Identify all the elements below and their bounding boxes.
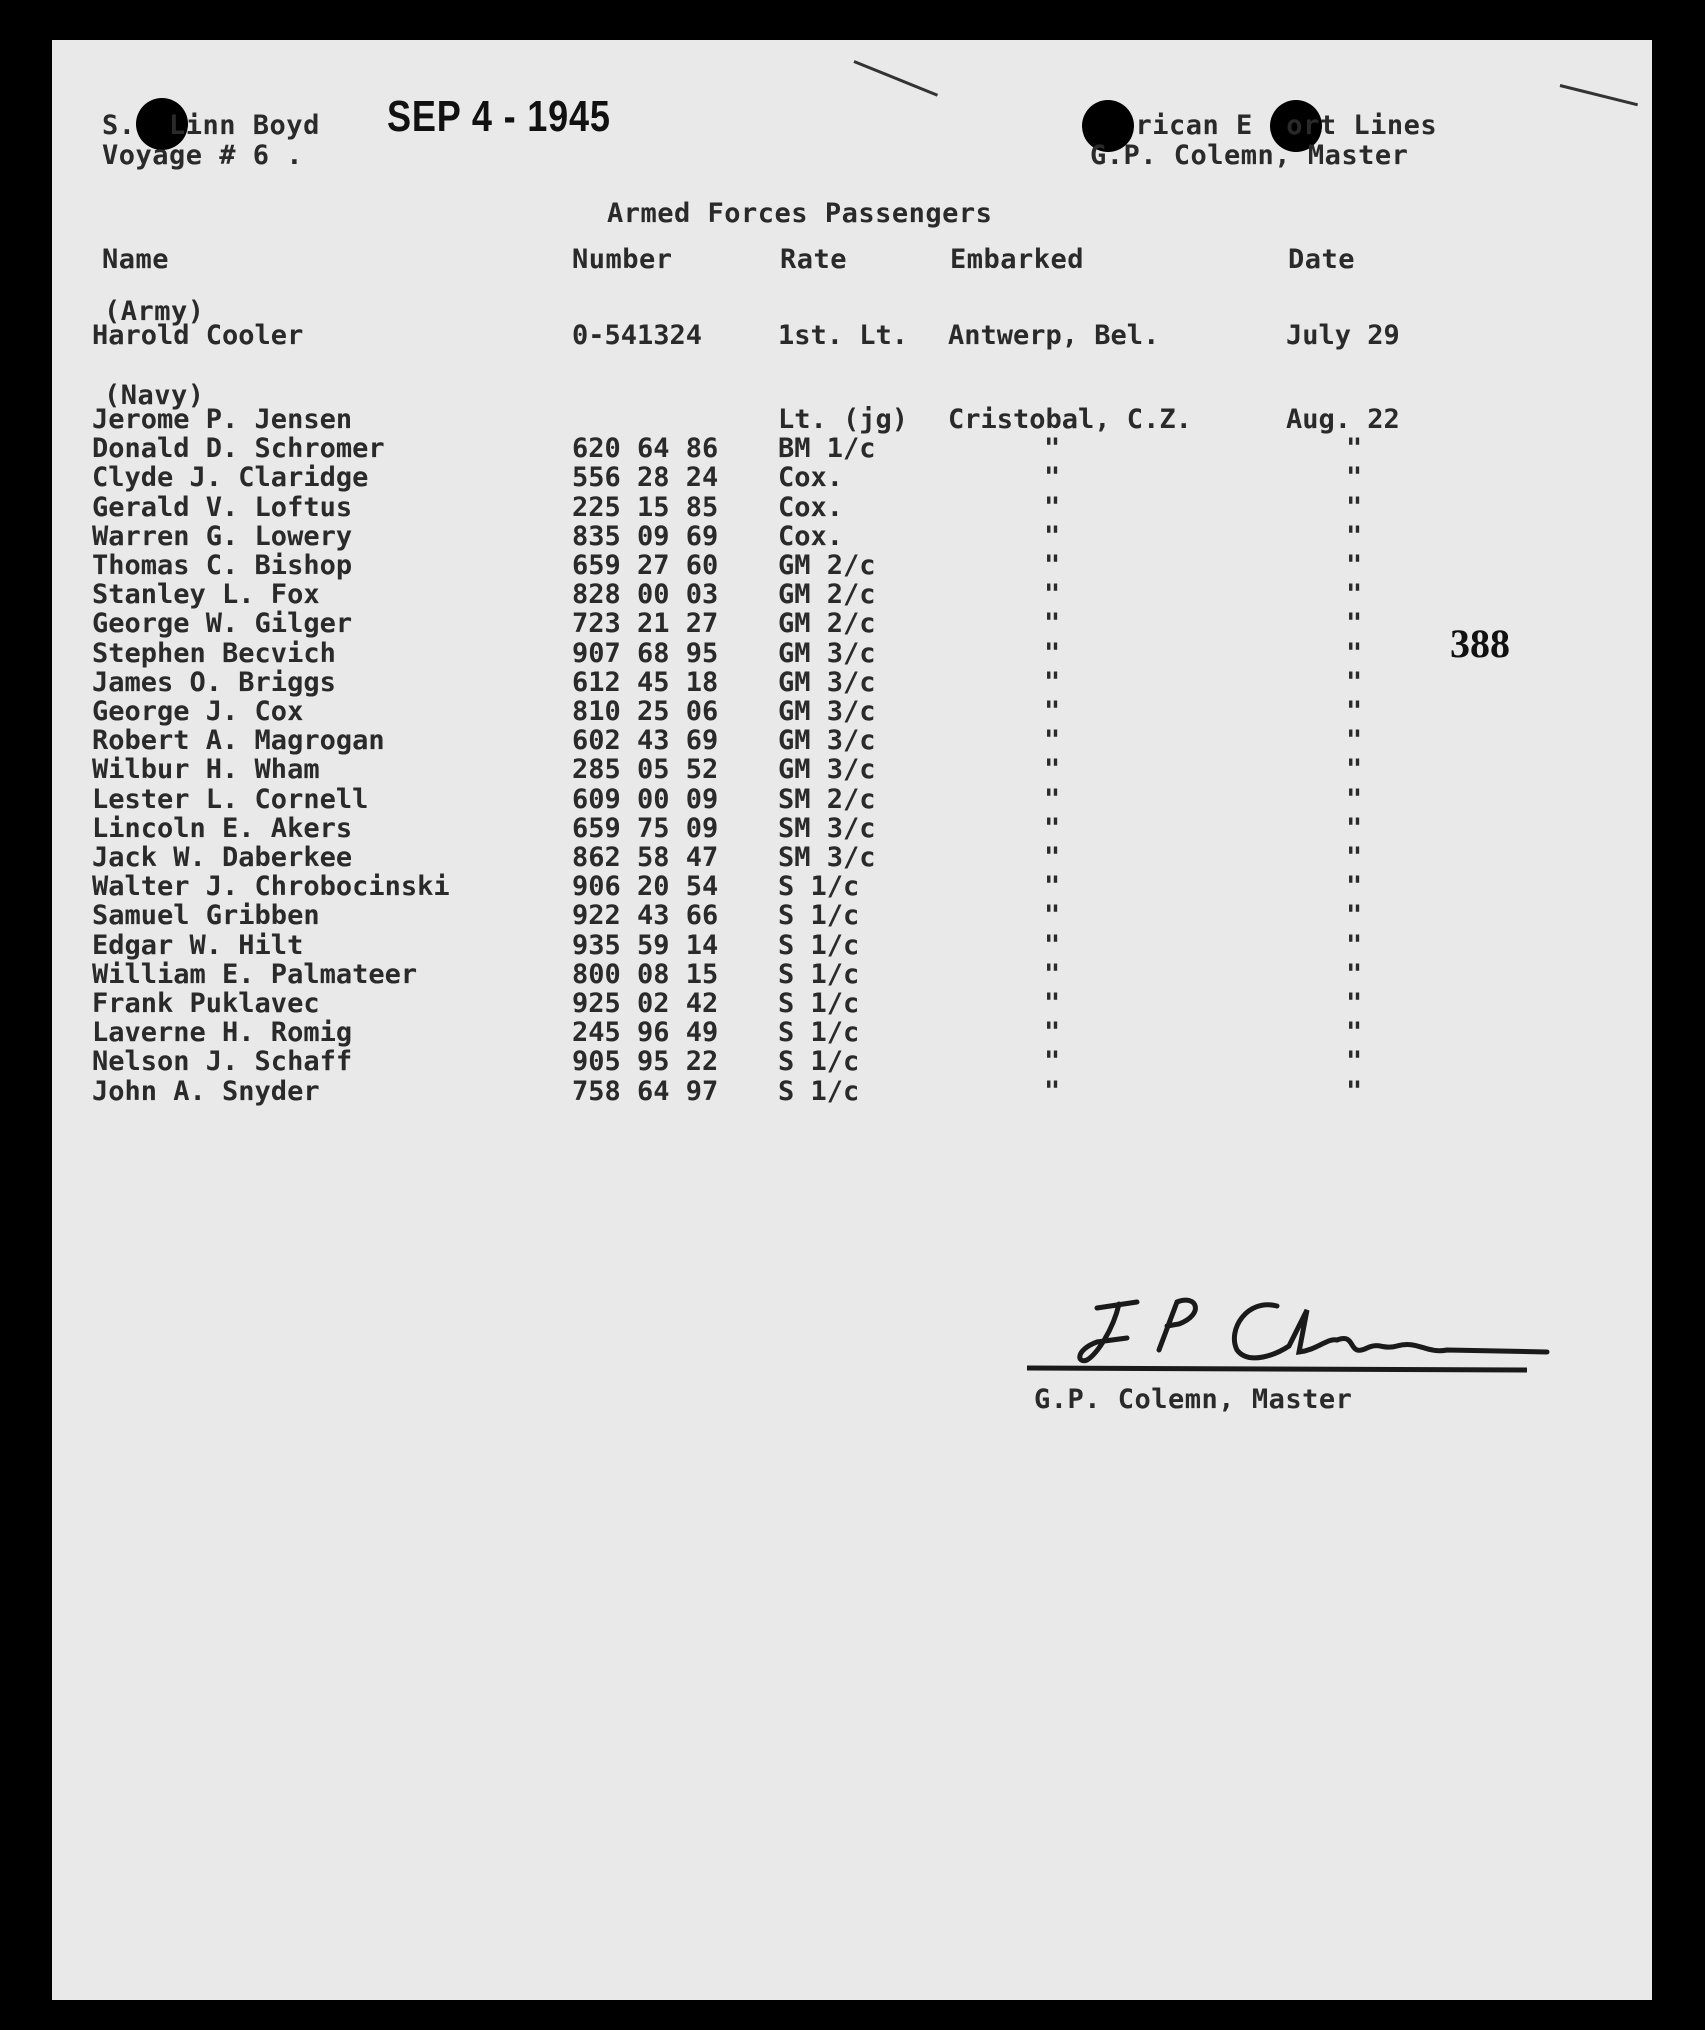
passenger-name: Harold Cooler xyxy=(92,320,304,351)
passenger-rate: 1st. Lt. xyxy=(778,320,909,351)
embarked-date: " xyxy=(1346,783,1363,815)
embarked-date: " xyxy=(1346,754,1363,786)
passenger-name: Walter J. Chrobocinski xyxy=(92,871,450,903)
table-row xyxy=(52,813,1652,842)
embarked-date: " xyxy=(1346,579,1363,611)
service-number: 245 96 49 xyxy=(572,1017,719,1049)
table-row xyxy=(52,1076,1652,1105)
table-row xyxy=(52,667,1652,696)
service-number: 659 75 09 xyxy=(572,812,719,844)
service-number: 828 00 03 xyxy=(572,579,719,611)
embarked-date: " xyxy=(1346,929,1363,961)
document-title: Armed Forces Passengers xyxy=(607,198,993,229)
table-row xyxy=(52,842,1652,871)
passenger-rate: GM 3/c xyxy=(778,754,876,786)
embarked-date: " xyxy=(1346,812,1363,844)
table-row xyxy=(52,320,1652,349)
embarked-date: " xyxy=(1346,550,1363,581)
passenger-rate: GM 3/c xyxy=(778,696,876,727)
embarked-port: " xyxy=(1044,929,1061,961)
embarked-port: " xyxy=(1044,491,1061,523)
column-header-name: Name xyxy=(102,244,170,275)
service-number: 810 25 06 xyxy=(572,696,719,727)
passenger-name: Stephen Becvich xyxy=(92,637,336,669)
passenger-name: Nelson J. Schaff xyxy=(92,1046,353,1078)
embarked-port: " xyxy=(1044,520,1061,552)
service-number: 835 09 69 xyxy=(572,520,719,552)
passenger-name: Gerald V. Loftus xyxy=(92,491,353,523)
passenger-rate: Cox. xyxy=(778,520,844,552)
embarked-port: " xyxy=(1044,1046,1061,1078)
embarked-port: " xyxy=(1044,433,1061,465)
passenger-rate: S 1/c xyxy=(778,1017,860,1049)
embarked-date: " xyxy=(1346,988,1363,1019)
column-header-number: Number xyxy=(572,244,673,275)
service-number: 225 15 85 xyxy=(572,491,719,523)
embarked-port: " xyxy=(1044,696,1061,727)
service-number: 612 45 18 xyxy=(572,666,719,698)
service-number: 723 21 27 xyxy=(572,608,719,640)
passenger-rate: S 1/c xyxy=(778,1046,860,1078)
embarked-port: Antwerp, Bel. xyxy=(948,320,1160,351)
column-header-embarked: Embarked xyxy=(950,244,1085,275)
service-number: 905 95 22 xyxy=(572,1046,719,1078)
passenger-name: Warren G. Lowery xyxy=(92,520,353,552)
embarked-date: " xyxy=(1346,1046,1363,1078)
passenger-rate: S 1/c xyxy=(778,900,860,932)
ship-name: S. Linn Boyd xyxy=(102,110,320,141)
passenger-rate: GM 3/c xyxy=(778,725,876,757)
passenger-rate: GM 2/c xyxy=(778,579,876,611)
embarked-port: " xyxy=(1044,812,1061,844)
embarked-date: " xyxy=(1346,462,1363,494)
passenger-rate: S 1/c xyxy=(778,988,860,1019)
voyage-number: Voyage # 6 . xyxy=(102,140,304,171)
passenger-name: Stanley L. Fox xyxy=(92,579,320,611)
passenger-rate: S 1/c xyxy=(778,929,860,961)
embarked-date: " xyxy=(1346,491,1363,523)
table-row xyxy=(52,462,1652,494)
passenger-name: William E. Palmateer xyxy=(92,958,418,990)
embarked-date: " xyxy=(1346,637,1363,669)
embarked-port: " xyxy=(1044,462,1061,494)
service-number: 0-541324 xyxy=(572,320,703,351)
passenger-name: George W. Gilger xyxy=(92,608,353,640)
embarked-port: " xyxy=(1044,783,1061,815)
section-label-army: (Army) xyxy=(104,296,205,327)
passenger-name: Lester L. Cornell xyxy=(92,783,369,815)
embarked-date: " xyxy=(1346,900,1363,932)
table-row xyxy=(52,900,1652,932)
embarked-date: " xyxy=(1346,666,1363,698)
page-number: 388 xyxy=(1450,621,1510,666)
embarked-port: " xyxy=(1044,637,1061,669)
passenger-name: Edgar W. Hilt xyxy=(92,929,304,961)
ship-master: G.P. Colemn, Master xyxy=(1090,140,1409,171)
table-row xyxy=(52,1017,1652,1049)
embarked-date: July 29 xyxy=(1286,320,1400,351)
embarked-date: Aug. 22 xyxy=(1286,404,1400,435)
column-header-date: Date xyxy=(1288,244,1356,275)
passenger-name: Clyde J. Claridge xyxy=(92,462,369,494)
passenger-name: Laverne H. Romig xyxy=(92,1017,353,1049)
table-row xyxy=(52,638,1652,667)
passenger-rate: Lt. (jg) xyxy=(778,404,909,435)
embarked-date: " xyxy=(1346,842,1363,873)
service-number: 862 58 47 xyxy=(572,842,719,873)
passenger-rate: S 1/c xyxy=(778,1075,860,1107)
passenger-rate: S 1/c xyxy=(778,958,860,990)
embarked-date: " xyxy=(1346,433,1363,465)
embarked-date: " xyxy=(1346,725,1363,757)
embarked-port: " xyxy=(1044,988,1061,1019)
embarked-date: " xyxy=(1346,1017,1363,1049)
embarked-date: " xyxy=(1346,696,1363,727)
embarked-port: " xyxy=(1044,666,1061,698)
passenger-rate: Cox. xyxy=(778,491,844,523)
passenger-rate: BM 1/c xyxy=(778,433,876,465)
table-row xyxy=(52,433,1652,465)
shipping-company: rican E ort Lines xyxy=(1102,110,1438,141)
service-number: 285 05 52 xyxy=(572,754,719,786)
passenger-rate: SM 2/c xyxy=(778,783,876,815)
embarked-port: " xyxy=(1044,1017,1061,1049)
table-row xyxy=(52,608,1652,640)
table-row xyxy=(52,725,1652,757)
service-number: 906 20 54 xyxy=(572,871,719,903)
passenger-rate: SM 3/c xyxy=(778,812,876,844)
table-row xyxy=(52,492,1652,521)
service-number: 609 00 09 xyxy=(572,783,719,815)
table-row xyxy=(52,696,1652,725)
embarked-port: " xyxy=(1044,725,1061,757)
table-row xyxy=(52,754,1652,786)
table-row xyxy=(52,784,1652,813)
service-number: 758 64 97 xyxy=(572,1075,719,1107)
table-row xyxy=(52,579,1652,611)
embarked-date: " xyxy=(1346,520,1363,552)
passenger-name: Frank Puklavec xyxy=(92,988,320,1019)
embarked-port: " xyxy=(1044,842,1061,873)
passenger-name: Jack W. Daberkee xyxy=(92,842,353,873)
service-number: 556 28 24 xyxy=(572,462,719,494)
embarked-port: " xyxy=(1044,958,1061,990)
embarked-port: " xyxy=(1044,754,1061,786)
document-page xyxy=(52,40,1652,2000)
table-row xyxy=(52,550,1652,579)
passenger-name: James O. Briggs xyxy=(92,666,336,698)
passenger-name: John A. Snyder xyxy=(92,1075,320,1107)
service-number: 935 59 14 xyxy=(572,929,719,961)
table-row xyxy=(52,988,1652,1017)
passenger-name: Jerome P. Jensen xyxy=(92,404,353,435)
passenger-name: Samuel Gribben xyxy=(92,900,320,932)
passenger-name: Robert A. Magrogan xyxy=(92,725,385,757)
passenger-rate: SM 3/c xyxy=(778,842,876,873)
service-number: 800 08 15 xyxy=(572,958,719,990)
embarked-date: " xyxy=(1346,958,1363,990)
table-row xyxy=(52,871,1652,903)
embarked-port: " xyxy=(1044,550,1061,581)
received-date-stamp: SEP 4 - 1945 xyxy=(387,92,611,141)
passenger-rate: S 1/c xyxy=(778,871,860,903)
table-row xyxy=(52,404,1652,433)
table-row xyxy=(52,521,1652,550)
column-header-rate: Rate xyxy=(780,244,848,275)
section-label-navy: (Navy) xyxy=(104,380,205,411)
embarked-port: " xyxy=(1044,900,1061,932)
passenger-name: Lincoln E. Akers xyxy=(92,812,353,844)
embarked-port: " xyxy=(1044,871,1061,903)
handwritten-signature xyxy=(1027,1280,1587,1390)
printed-signature-name: G.P. Colemn, Master xyxy=(1034,1384,1353,1415)
service-number: 659 27 60 xyxy=(572,550,719,581)
passenger-rate: GM 2/c xyxy=(778,608,876,640)
passenger-name: Wilbur H. Wham xyxy=(92,754,320,786)
service-number: 925 02 42 xyxy=(572,988,719,1019)
paper-scratch xyxy=(853,60,938,96)
passenger-rate: GM 2/c xyxy=(778,550,876,581)
service-number: 620 64 86 xyxy=(572,433,719,465)
embarked-date: " xyxy=(1346,871,1363,903)
passenger-rate: GM 3/c xyxy=(778,666,876,698)
service-number: 602 43 69 xyxy=(572,725,719,757)
paper-scratch xyxy=(1560,84,1638,106)
passenger-rate: Cox. xyxy=(778,462,844,494)
table-row xyxy=(52,930,1652,959)
table-row xyxy=(52,959,1652,988)
service-number: 907 68 95 xyxy=(572,637,719,669)
passenger-name: George J. Cox xyxy=(92,696,304,727)
embarked-port: Cristobal, C.Z. xyxy=(948,404,1192,435)
table-row xyxy=(52,1046,1652,1078)
embarked-port: " xyxy=(1044,608,1061,640)
embarked-date: " xyxy=(1346,608,1363,640)
embarked-date: " xyxy=(1346,1075,1363,1107)
passenger-rate: GM 3/c xyxy=(778,637,876,669)
service-number: 922 43 66 xyxy=(572,900,719,932)
embarked-port: " xyxy=(1044,1075,1061,1107)
passenger-name: Donald D. Schromer xyxy=(92,433,385,465)
embarked-port: " xyxy=(1044,579,1061,611)
passenger-name: Thomas C. Bishop xyxy=(92,550,353,581)
